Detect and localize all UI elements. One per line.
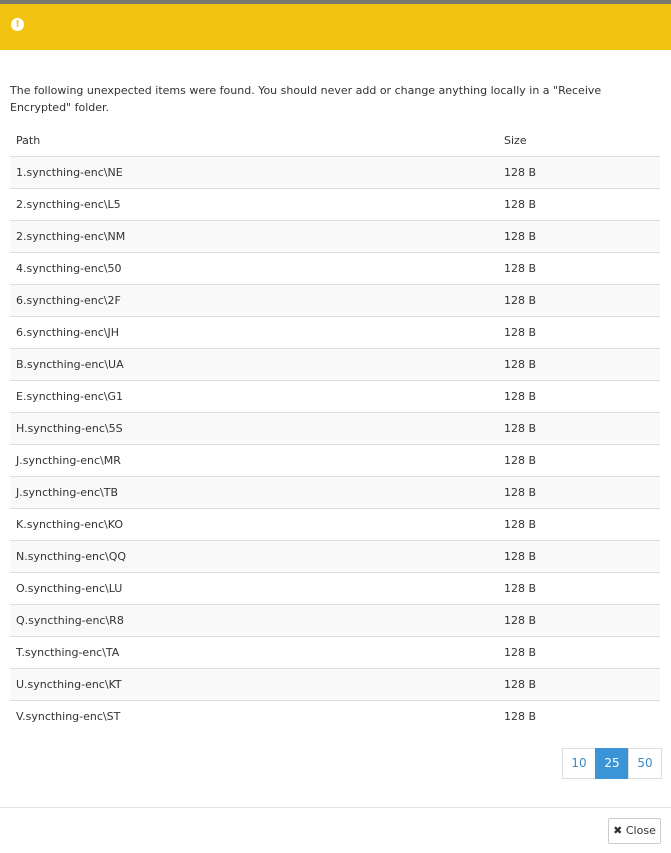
table-row xyxy=(10,413,660,445)
path-cell: O.syncthing-enc\LU xyxy=(10,573,498,605)
table-row xyxy=(10,701,660,733)
path-cell: Q.syncthing-enc\R8 xyxy=(10,605,498,637)
size-cell: 128 B xyxy=(498,157,660,189)
path-cell: 4.syncthing-enc\50 xyxy=(10,253,498,285)
size-cell: 128 B xyxy=(498,253,660,285)
size-cell: 128 B xyxy=(498,541,660,573)
path-cell: V.syncthing-enc\ST xyxy=(10,701,498,733)
table-row xyxy=(10,317,660,349)
path-cell: H.syncthing-enc\5S xyxy=(10,413,498,445)
table-row xyxy=(10,637,660,669)
size-cell: 128 B xyxy=(498,285,660,317)
close-label: Close xyxy=(625,824,656,837)
size-cell: 128 B xyxy=(498,221,660,253)
table-row xyxy=(10,381,660,413)
unexpected-items-table xyxy=(10,125,660,732)
size-cell: 128 B xyxy=(498,381,660,413)
size-cell: 128 B xyxy=(498,701,660,733)
table-row xyxy=(10,541,660,573)
size-cell: 128 B xyxy=(498,573,660,605)
table-row xyxy=(10,669,660,701)
size-cell: 128 B xyxy=(498,189,660,221)
path-cell: 6.syncthing-enc\JH xyxy=(10,317,498,349)
table-row xyxy=(10,477,660,509)
close-button[interactable] xyxy=(608,818,661,844)
table-row xyxy=(10,189,660,221)
column-header-size: Size xyxy=(498,125,660,157)
path-cell: E.syncthing-enc\G1 xyxy=(10,381,498,413)
page-size-selector xyxy=(563,748,662,779)
table-row xyxy=(10,221,660,253)
modal-header xyxy=(0,4,671,50)
size-cell: 128 B xyxy=(498,509,660,541)
path-cell: J.syncthing-enc\TB xyxy=(10,477,498,509)
table-row xyxy=(10,285,660,317)
table-row xyxy=(10,157,660,189)
path-cell: 1.syncthing-enc\NE xyxy=(10,157,498,189)
size-cell: 128 B xyxy=(498,317,660,349)
path-cell: T.syncthing-enc\TA xyxy=(10,637,498,669)
table-row xyxy=(10,509,660,541)
size-cell: 128 B xyxy=(498,637,660,669)
close-icon: ✖ xyxy=(613,824,623,837)
path-cell: 2.syncthing-enc\NM xyxy=(10,221,498,253)
table-row xyxy=(10,445,660,477)
column-header-path: Path xyxy=(10,125,498,157)
path-cell: 6.syncthing-enc\2F xyxy=(10,285,498,317)
table-row xyxy=(10,605,660,637)
page-size-10[interactable]: 10 xyxy=(562,748,596,779)
size-cell: 128 B xyxy=(498,669,660,701)
path-cell: 2.syncthing-enc\L5 xyxy=(10,189,498,221)
footer-divider xyxy=(0,807,671,808)
size-cell: 128 B xyxy=(498,349,660,381)
size-cell: 128 B xyxy=(498,413,660,445)
page-size-25[interactable]: 25 xyxy=(595,748,629,779)
path-cell: N.syncthing-enc\QQ xyxy=(10,541,498,573)
path-cell: U.syncthing-enc\KT xyxy=(10,669,498,701)
exclamation-circle-icon: ! xyxy=(11,18,24,31)
table-row xyxy=(10,573,660,605)
path-cell: B.syncthing-enc\UA xyxy=(10,349,498,381)
path-cell: J.syncthing-enc\MR xyxy=(10,445,498,477)
size-cell: 128 B xyxy=(498,605,660,637)
size-cell: 128 B xyxy=(498,445,660,477)
path-cell: K.syncthing-enc\KO xyxy=(10,509,498,541)
modal-message: The following unexpected items were found. You should never add or change anything locally in a "Receive Encrypted" folder. xyxy=(10,84,602,114)
table-row xyxy=(10,253,660,285)
size-cell: 128 B xyxy=(498,477,660,509)
table-row xyxy=(10,349,660,381)
page-size-50[interactable]: 50 xyxy=(628,748,662,779)
